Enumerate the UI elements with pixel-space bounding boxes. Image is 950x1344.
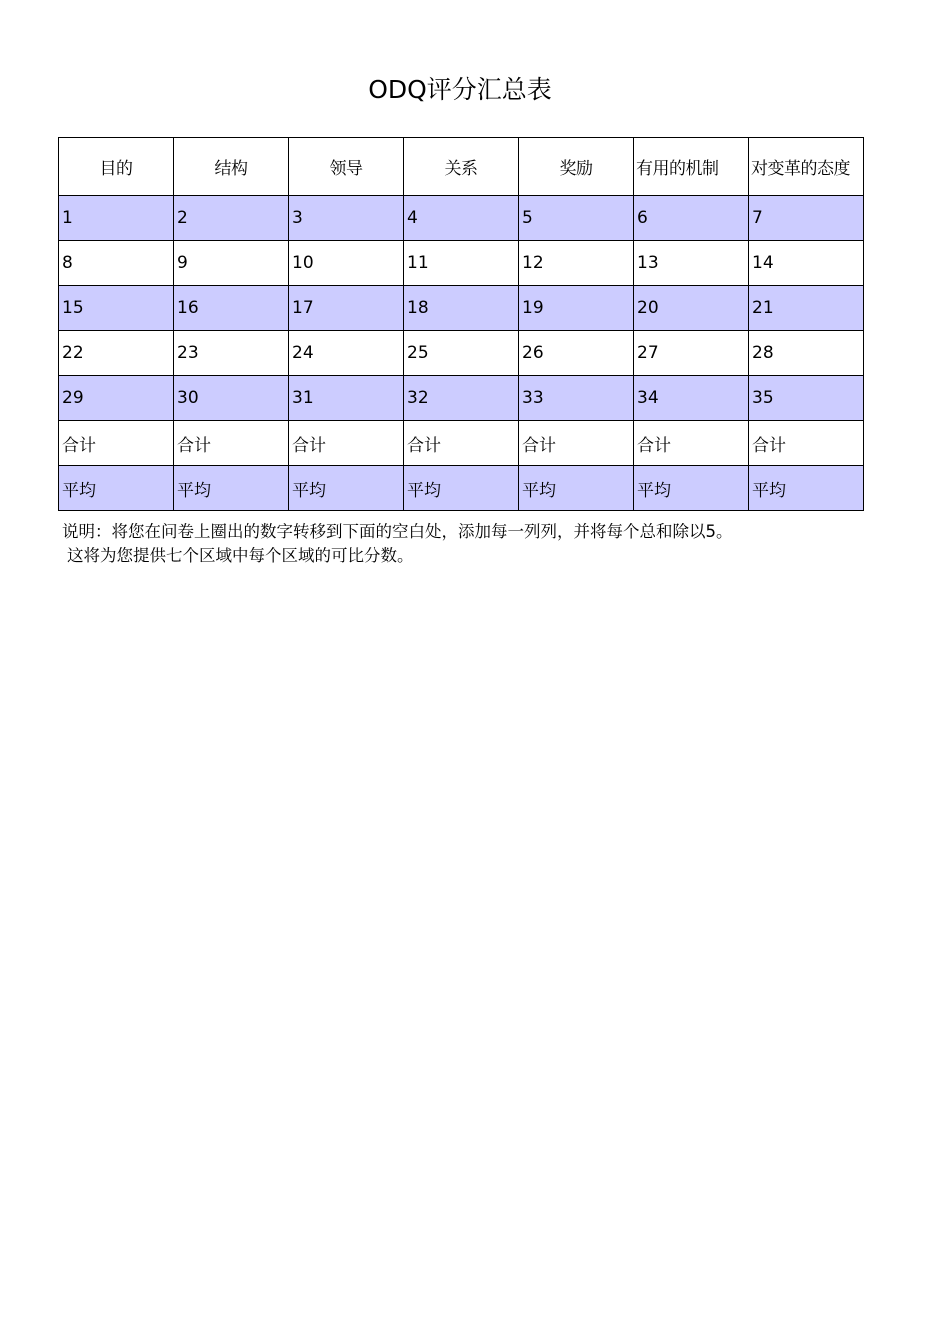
header-cell-purpose: 目的 [59, 138, 174, 196]
total-cell[interactable]: 合计 [519, 421, 634, 466]
average-cell[interactable]: 平均 [519, 466, 634, 511]
table-cell[interactable]: 29 [59, 376, 174, 421]
instructions-note [62, 520, 733, 568]
table-cell[interactable]: 23 [174, 331, 289, 376]
table-cell[interactable]: 12 [519, 241, 634, 286]
table-cell[interactable]: 17 [289, 286, 404, 331]
table-cell[interactable]: 14 [749, 241, 864, 286]
average-cell[interactable]: 平均 [59, 466, 174, 511]
table-cell[interactable]: 25 [404, 331, 519, 376]
table-cell[interactable]: 8 [59, 241, 174, 286]
table-cell[interactable]: 11 [404, 241, 519, 286]
total-cell[interactable]: 合计 [404, 421, 519, 466]
table-cell[interactable]: 2 [174, 196, 289, 241]
total-cell[interactable]: 合计 [59, 421, 174, 466]
table-cell[interactable]: 31 [289, 376, 404, 421]
table-cell[interactable]: 4 [404, 196, 519, 241]
table-cell[interactable]: 26 [519, 331, 634, 376]
table-cell[interactable]: 22 [59, 331, 174, 376]
table-cell[interactable]: 13 [634, 241, 749, 286]
table-cell[interactable]: 18 [404, 286, 519, 331]
header-cell-helpful-mechanisms: 有用的机制 [634, 138, 749, 196]
header-cell-rewards: 奖励 [519, 138, 634, 196]
table-cell[interactable]: 30 [174, 376, 289, 421]
table-row [59, 331, 864, 376]
total-cell[interactable]: 合计 [289, 421, 404, 466]
table-cell[interactable]: 9 [174, 241, 289, 286]
header-cell-attitude-to-change: 对变革的态度 [749, 138, 864, 196]
table-cell[interactable]: 33 [519, 376, 634, 421]
table-cell[interactable]: 5 [519, 196, 634, 241]
table-row [59, 196, 864, 241]
average-cell[interactable]: 平均 [634, 466, 749, 511]
score-summary-table [58, 137, 864, 511]
total-cell[interactable]: 合计 [634, 421, 749, 466]
table-cell[interactable]: 32 [404, 376, 519, 421]
average-cell[interactable]: 平均 [289, 466, 404, 511]
table-cell[interactable]: 20 [634, 286, 749, 331]
total-row [59, 421, 864, 466]
page-title: ODQ评分汇总表 [368, 75, 552, 104]
table-cell[interactable]: 24 [289, 331, 404, 376]
table-cell[interactable]: 28 [749, 331, 864, 376]
average-cell[interactable]: 平均 [174, 466, 289, 511]
header-cell-structure: 结构 [174, 138, 289, 196]
table-cell[interactable]: 3 [289, 196, 404, 241]
header-cell-relationships: 关系 [404, 138, 519, 196]
table-row [59, 376, 864, 421]
instructions-line-1: 说明：将您在问卷上圈出的数字转移到下面的空白处，添加每一列列，并将每个总和除以5。 [62, 522, 733, 541]
table-cell[interactable]: 21 [749, 286, 864, 331]
table-cell[interactable]: 1 [59, 196, 174, 241]
header-cell-leadership: 领导 [289, 138, 404, 196]
table-cell[interactable]: 19 [519, 286, 634, 331]
average-row [59, 466, 864, 511]
table-cell[interactable]: 34 [634, 376, 749, 421]
table-cell[interactable]: 35 [749, 376, 864, 421]
table-cell[interactable]: 7 [749, 196, 864, 241]
average-cell[interactable]: 平均 [749, 466, 864, 511]
table-row [59, 286, 864, 331]
average-cell[interactable]: 平均 [404, 466, 519, 511]
instructions-line-2: 这将为您提供七个区域中每个区域的可比分数。 [67, 546, 414, 565]
table-cell[interactable]: 10 [289, 241, 404, 286]
table-cell[interactable]: 16 [174, 286, 289, 331]
table-cell[interactable]: 6 [634, 196, 749, 241]
table-cell[interactable]: 15 [59, 286, 174, 331]
header-row [59, 138, 864, 196]
table-row [59, 241, 864, 286]
total-cell[interactable]: 合计 [174, 421, 289, 466]
total-cell[interactable]: 合计 [749, 421, 864, 466]
table-cell[interactable]: 27 [634, 331, 749, 376]
